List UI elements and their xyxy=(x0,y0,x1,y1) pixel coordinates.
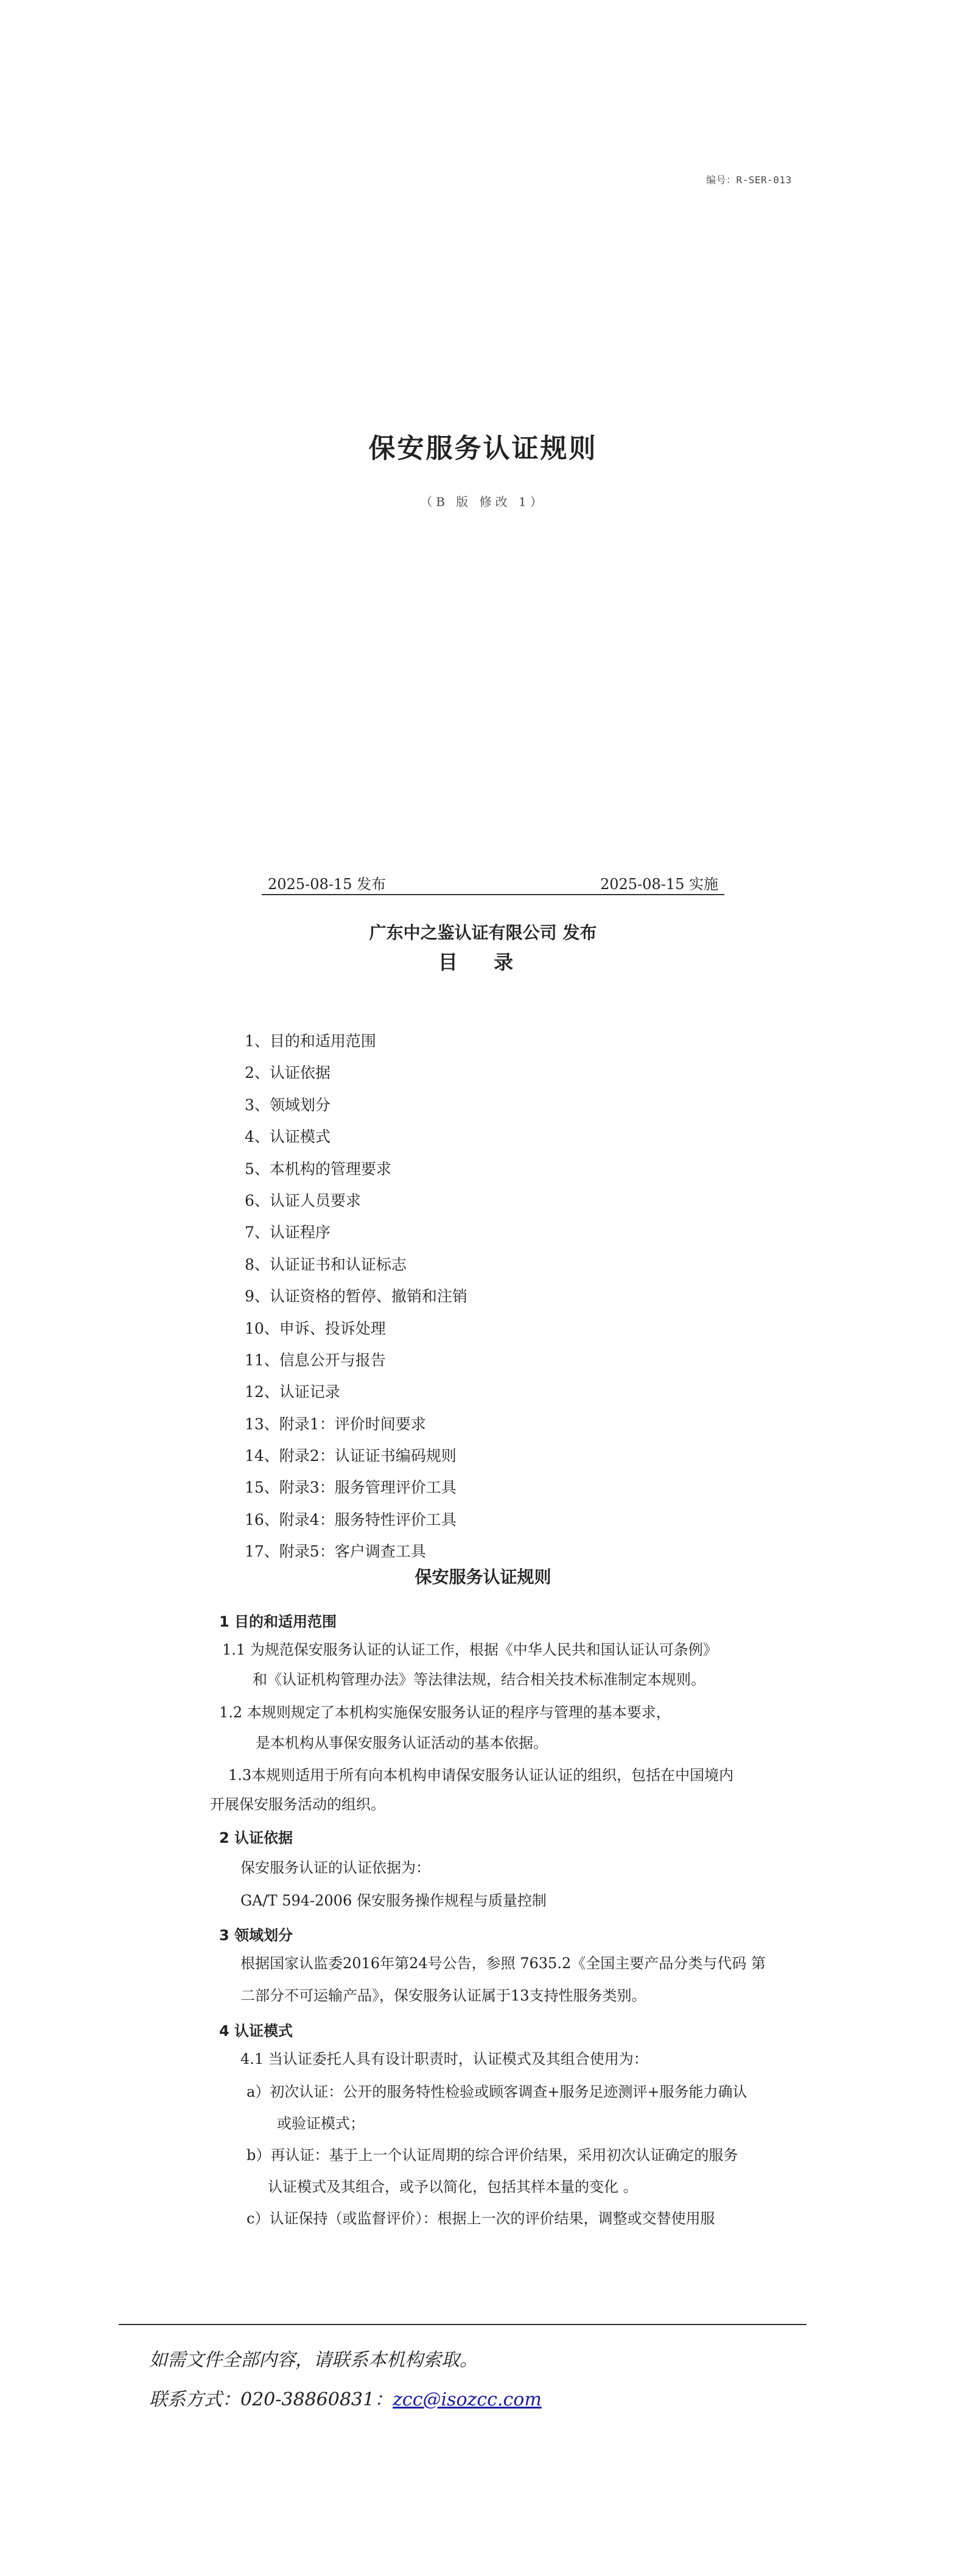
toc-item: 4、认证模式 xyxy=(245,1128,331,1146)
toc-item: 11、信息公开与报告 xyxy=(245,1351,386,1369)
section-1-heading: 1 目的和适用范围 xyxy=(219,1613,337,1630)
footer-phone: 联系方式：020-38860831： xyxy=(149,2389,393,2410)
section-3-line-2: 二部分不可运输产品》，保安服务认证属于13支持性服务类别。 xyxy=(240,1987,646,2004)
issue-date: 2025-08-15 发布 xyxy=(268,876,387,893)
clause-1-1-line-2: 和《认证机构管理办法》等法律法规，结合相关技术标准制定本规则。 xyxy=(253,1671,705,1688)
section-3-line-1: 根据国家认监委2016年第24号公告，参照 7635.2《全国主要产品分类与代码 第 xyxy=(240,1955,766,1972)
footer-email-link[interactable]: zcc@isozcc.com xyxy=(393,2389,542,2410)
cover-title: 保安服务认证规则 xyxy=(368,433,598,464)
footer-divider xyxy=(119,2324,807,2325)
section-2-standard: GA/T 594-2006 保安服务操作规程与质量控制 xyxy=(240,1892,547,1909)
toc-item: 7、认证程序 xyxy=(245,1223,331,1242)
toc-item: 5、本机构的管理要求 xyxy=(245,1160,391,1178)
clause-4-1-a-line-1: a）初次认证：公开的服务特性检验或顾客调查+服务足迹测评+服务能力确认 xyxy=(247,2083,747,2100)
clause-1-2-line-1: 1.2 本规则规定了本机构实施保安服务认证的程序与管理的基本要求， xyxy=(219,1704,671,1721)
date-row xyxy=(262,870,724,895)
toc-item: 6、认证人员要求 xyxy=(245,1191,361,1209)
toc-list xyxy=(245,1032,467,1575)
toc-item: 9、认证资格的暂停、撤销和注销 xyxy=(245,1287,467,1306)
clause-4-1-a-line-2: 或验证模式； xyxy=(277,2115,365,2132)
clause-1-3-line-2: 开展保安服务活动的组织。 xyxy=(210,1796,385,1813)
toc-item: 8、认证证书和认证标志 xyxy=(245,1255,407,1273)
toc-item: 15、附录3：服务管理评价工具 xyxy=(245,1479,457,1497)
footer-request-note: 如需文件全部内容，请联系本机构索取。 xyxy=(149,2349,478,2371)
toc-item: 1、目的和适用范围 xyxy=(245,1032,376,1050)
clause-4-1-b-line-1: b）再认证：基于上一个认证周期的综合评价结果，采用初次认证确定的服务 xyxy=(247,2147,738,2164)
footer-contact xyxy=(149,2384,542,2411)
effective-date: 2025-08-15 实施 xyxy=(600,876,718,893)
section-2-text: 保安服务认证的认证依据为： xyxy=(240,1859,430,1876)
toc-item: 10、申诉、投诉处理 xyxy=(245,1319,386,1337)
document-number: 编号：R-SER-013 xyxy=(706,174,792,186)
section-4-heading: 4 认证模式 xyxy=(219,2022,293,2039)
toc-item: 13、附录1：评价时间要求 xyxy=(245,1415,426,1433)
clause-1-2-line-2: 是本机构从事保安服务认证活动的基本依据。 xyxy=(256,1734,548,1751)
clause-4-1: 4.1 当认证委托人具有设计职责时，认证模式及其组合使用为： xyxy=(240,2050,648,2067)
section-3-heading: 3 领域划分 xyxy=(219,1927,293,1944)
body-title: 保安服务认证规则 xyxy=(415,1567,551,1587)
clause-1-1-line-1: 1.1 为规范保安服务认证的认证工作，根据《中华人民共和国认证认可条例》 xyxy=(222,1641,718,1658)
section-2-heading: 2 认证依据 xyxy=(219,1829,293,1846)
toc-title: 目 录 xyxy=(438,951,528,974)
toc-item: 12、认证记录 xyxy=(245,1383,340,1401)
toc-item: 14、附录2：认证证书编码规则 xyxy=(245,1447,457,1465)
toc-item: 3、领域划分 xyxy=(245,1096,331,1114)
clause-4-1-c-line-1: c）认证保持（或监督评价）：根据上一次的评价结果，调整或交替使用服 xyxy=(247,2210,715,2227)
toc-item: 17、附录5：客户调查工具 xyxy=(245,1543,426,1561)
clause-4-1-b-line-2: 认证模式及其组合，或予以简化，包括其样本量的变化 。 xyxy=(268,2178,638,2195)
clause-1-3-line-1: 1.3本规则适用于所有向本机构申请保安服务认证认证的组织，包括在中国境内 xyxy=(228,1767,734,1784)
publisher: 广东中之鉴认证有限公司 发布 xyxy=(369,923,597,943)
toc-item: 2、认证依据 xyxy=(245,1064,331,1082)
cover-version: （B 版 修改 1） xyxy=(420,494,546,509)
toc-item: 16、附录4：服务特性评价工具 xyxy=(245,1510,457,1529)
